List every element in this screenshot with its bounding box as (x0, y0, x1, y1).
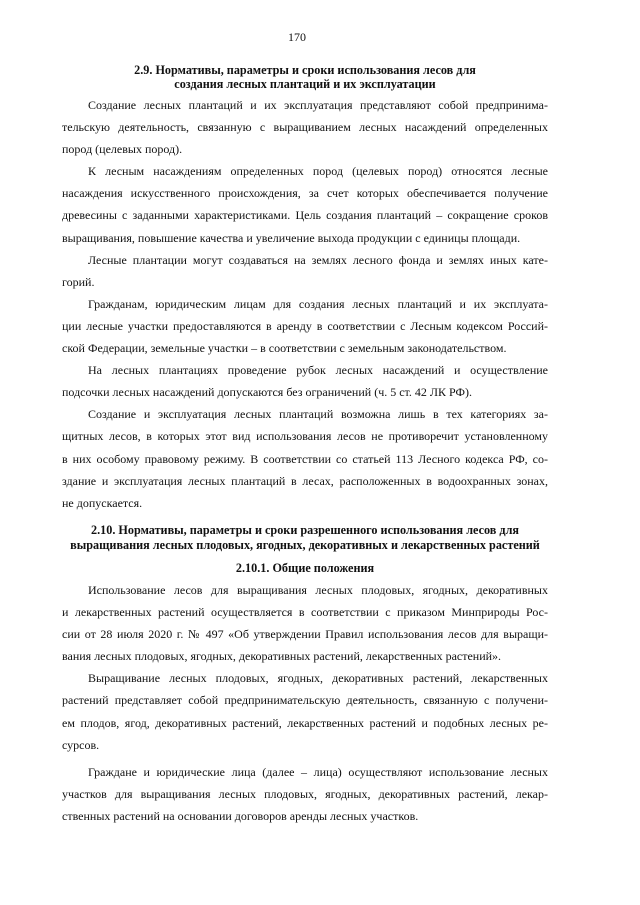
text-line: ции лесные участки предоставляются в аренду в соответствии с Лесным кодексом Россий- (62, 318, 548, 333)
paragraph (62, 359, 548, 403)
text-line: ской Федерации, земельные участки – в соответствии с земельным законодательством. (62, 341, 507, 356)
text-line: горий. (62, 274, 95, 289)
section-heading-line: создания лесных плантаций и их эксплуатации (174, 77, 436, 91)
text-line: Выращивание лесных плодовых, ягодных, декоративных растений, лекарственных (88, 671, 548, 686)
text-line: в них особому правовому режиму. В соответствии со статьей 113 Лесного кодекса РФ, со- (62, 451, 548, 466)
text-line: На лесных плантациях проведение рубок лесных насаждений и осуществление (88, 363, 548, 378)
paragraph (62, 94, 548, 160)
text-line: Лесные плантации могут создаваться на землях лесного фонда и землях иных кате- (88, 252, 548, 267)
text-line: растений представляет собой предпринимательскую деятельность, связанную с получени- (62, 693, 548, 708)
text-line: ственных растений на основании договоров аренды лесных участков. (62, 808, 419, 823)
paragraph (62, 160, 548, 248)
text-line: Граждане и юридические лица (далее – лица) осуществляют использование лесных (88, 764, 548, 779)
section-2-9 (62, 63, 548, 514)
section-heading-line: выращивания лесных плодовых, ягодных, декоративных и лекарственных растений (70, 538, 540, 552)
text-line: вания лесных плодовых, ягодных, декоративных растений, лекарственных растений». (62, 649, 502, 664)
text-line: ем плодов, ягод, декоративных растений, лекарственных растений и подобных лесных ре- (62, 715, 548, 730)
text-line: тельскую деятельность, связанную с выращиванием лесных насаждений определенных (62, 120, 548, 135)
text-line: К лесным насаждениям определенных пород (целевых пород) относятся лесные (88, 164, 548, 179)
section-heading-line: 2.9. Нормативы, параметры и сроки использования лесов для (134, 63, 476, 77)
text-line: и лекарственных растений осуществляется в соответствии с приказом Минприроды Рос- (62, 605, 548, 620)
text-line: Гражданам, юридическим лицам для создания лесных плантаций и их эксплуата- (88, 296, 548, 311)
subsection-heading: 2.10.1. Общие положения (235, 561, 375, 575)
section-heading (50, 523, 560, 553)
text-line: Использование лесов для выращивания лесных плодовых, ягодных, декоративных (88, 583, 548, 597)
paragraph (62, 761, 548, 827)
text-line: подсочки лесных насаждений допускаются без ограничений (ч. 5 ст. 42 ЛК РФ). (62, 385, 472, 400)
paragraph (62, 249, 548, 293)
text-line: Создание лесных плантаций и их эксплуатация представляют собой предпринима- (88, 98, 548, 112)
paragraph (62, 403, 548, 513)
paragraph (62, 667, 548, 755)
text-line: здание и эксплуатация лесных плантаций в лесах, расположенных в водоохранных зонах, (62, 473, 548, 488)
section-2-10 (62, 523, 548, 827)
text-line: Создание и эксплуатация лесных плантаций возможна лишь в тех категориях за- (88, 407, 548, 422)
paragraph (62, 293, 548, 359)
text-line: выращивания, повышение качества и увеличение выхода продукции с единицы площади. (62, 230, 521, 245)
text-line: пород (целевых пород). (62, 142, 183, 157)
text-line: не допускается. (62, 495, 143, 510)
text-line: древесины с заданными характеристиками. Цель создания плантаций – сокращение сроков (62, 208, 548, 223)
page-number: 170 (288, 30, 306, 44)
text-line: щитных лесов, в которых этот вид использования лесов не противоречит установленному (62, 429, 548, 444)
section-heading-line: 2.10. Нормативы, параметры и сроки разрешенного использования лесов для (90, 523, 520, 537)
text-line: сурсов. (62, 737, 100, 752)
section-body (62, 94, 548, 514)
text-line: участков для выращивания лесных плодовых, ягодных, декоративных растений, лекар- (62, 786, 548, 801)
section-heading (50, 63, 560, 91)
paragraph (62, 579, 548, 667)
section-body (62, 579, 548, 827)
text-line: насаждения искусственного происхождения, за счет которых обеспечивается получение (62, 186, 548, 201)
text-line: сии от 28 июля 2020 г. № 497 «Об утверждении Правил использования лесов для выращи- (62, 627, 548, 642)
